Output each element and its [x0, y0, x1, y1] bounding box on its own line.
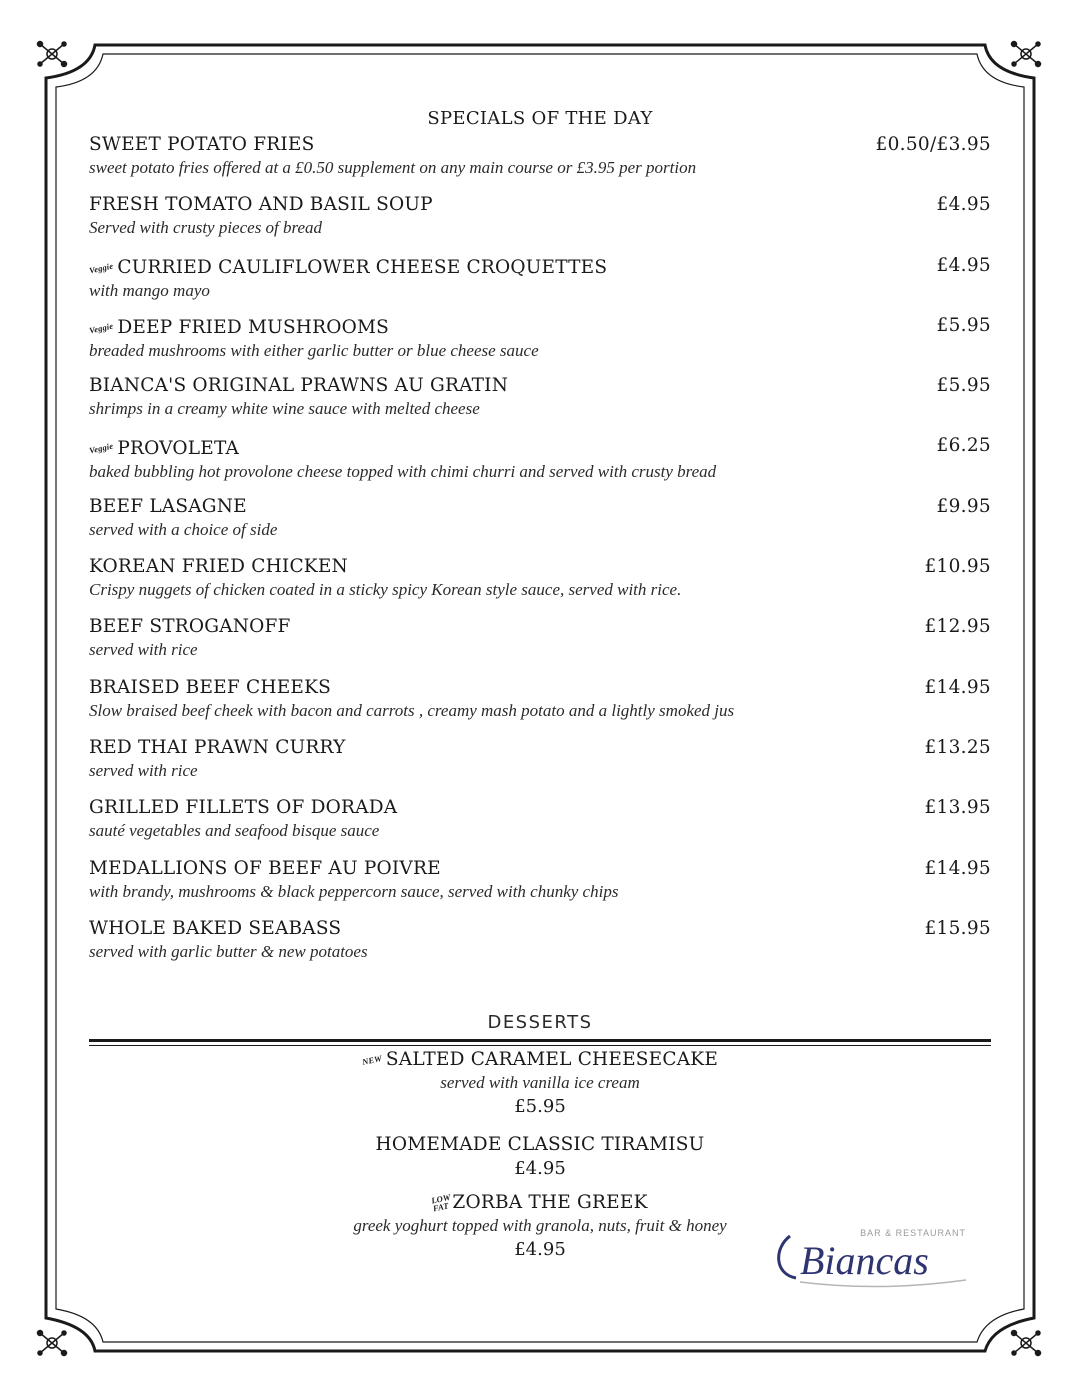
dessert-price: £5.95	[514, 1096, 566, 1117]
low-fat-badge-icon: LOW FAT	[430, 1191, 452, 1213]
item-name: WHOLE BAKED SEABASS	[89, 917, 342, 939]
item-description: Crispy nuggets of chicken coated in a sticky spicy Korean style sauce, served with rice.	[89, 580, 682, 600]
menu-item	[89, 737, 991, 797]
item-description: baked bubbling hot provolone cheese topped with chimi churri and served with crusty bread	[89, 461, 717, 481]
item-name: BIANCA'S ORIGINAL PRAWNS AU GRATIN	[89, 375, 509, 397]
menu-item	[89, 435, 991, 495]
divider	[89, 1039, 991, 1042]
veggie-badge-icon: Veggie	[88, 441, 115, 456]
menu-item	[89, 797, 991, 857]
item-name: GRILLED FILLETS OF DORADA	[89, 797, 398, 819]
veggie-badge-icon: Veggie	[88, 260, 115, 276]
item-price: £9.95	[936, 495, 991, 517]
dessert-price: £4.95	[514, 1239, 566, 1260]
item-name: CURRIED CAULIFLOWER CHEESE CROQUETTES	[117, 257, 608, 279]
dessert-description: greek yoghurt topped with granola, nuts, fruit & honey	[353, 1216, 727, 1235]
item-description: breaded mushrooms with either garlic butter or blue cheese sauce	[89, 341, 539, 361]
dessert-item	[89, 1049, 991, 1117]
item-price: £5.95	[936, 314, 991, 336]
item-name: BEEF STROGANOFF	[89, 616, 291, 638]
menu-item	[89, 616, 991, 676]
item-price: £5.95	[936, 375, 991, 397]
item-name: BEEF LASAGNE	[89, 495, 247, 517]
specials-section	[89, 104, 991, 978]
item-price: £6.25	[936, 435, 991, 457]
item-price: £0.50/£3.95	[875, 134, 991, 155]
item-price: £15.95	[924, 917, 991, 939]
menu-item	[89, 194, 991, 254]
item-description: Slow braised beef cheek with bacon and carrots , creamy mash potato and a lightly smoked jus	[89, 700, 735, 720]
item-description: served with garlic butter & new potatoes	[89, 941, 368, 961]
dessert-name: SALTED CARAMEL CHEESECAKE	[385, 1049, 719, 1070]
item-price: £14.95	[924, 857, 991, 879]
menu-item	[89, 375, 991, 435]
specials-title: SPECIALS OF THE DAY	[427, 108, 653, 129]
menu-item	[89, 134, 991, 194]
menu-item	[89, 918, 991, 978]
item-price: £4.95	[936, 254, 991, 276]
new-badge-icon: NEW	[361, 1052, 383, 1067]
dessert-item	[89, 1134, 991, 1179]
item-description: with mango mayo	[89, 281, 210, 301]
menu-item	[89, 858, 991, 918]
desserts-title: DESSERTS	[487, 1012, 593, 1033]
item-price: £10.95	[924, 556, 991, 578]
menu-item	[89, 315, 991, 375]
dessert-name: ZORBA THE GREEK	[452, 1192, 648, 1213]
dessert-name: HOMEMADE CLASSIC TIRAMISU	[375, 1134, 705, 1155]
logo-wordmark: Biancas	[800, 1238, 929, 1283]
veggie-badge-icon: Veggie	[88, 320, 115, 336]
item-description: served with a choice of side	[89, 519, 278, 539]
item-price: £14.95	[924, 676, 991, 698]
specials-list	[89, 134, 991, 978]
divider	[89, 1045, 991, 1046]
item-description: shrimps in a creamy white wine sauce with melted cheese	[89, 399, 480, 419]
dessert-price: £4.95	[514, 1158, 566, 1179]
item-price: £13.25	[924, 736, 991, 758]
item-name: PROVOLETA	[117, 437, 240, 459]
biancas-logo	[770, 1222, 980, 1292]
item-price: £4.95	[936, 194, 991, 216]
menu-item	[89, 255, 991, 315]
item-name: BRAISED BEEF CHEEKS	[89, 676, 331, 698]
dessert-description: served with vanilla ice cream	[440, 1073, 640, 1092]
item-description: with brandy, mushrooms & black peppercorn sauce, served with chunky chips	[89, 881, 619, 901]
item-name: RED THAI PRAWN CURRY	[89, 736, 346, 758]
menu-item	[89, 677, 991, 737]
item-name: FRESH TOMATO AND BASIL SOUP	[89, 194, 433, 216]
item-name: MEDALLIONS OF BEEF AU POIVRE	[89, 857, 441, 879]
item-name: SWEET POTATO FRIES	[89, 134, 315, 155]
item-description: served with rice	[89, 640, 198, 660]
item-name: DEEP FRIED MUSHROOMS	[117, 317, 390, 339]
menu-item	[89, 556, 991, 616]
item-price: £13.95	[924, 797, 991, 819]
item-description: sauté vegetables and seafood bisque sauce	[89, 821, 380, 841]
item-description: served with rice	[89, 760, 198, 780]
item-price: £12.95	[924, 616, 991, 638]
logo-tagline: BAR & RESTAURANT	[860, 1228, 966, 1238]
item-description: Served with crusty pieces of bread	[89, 218, 323, 238]
item-description: sweet potato fries offered at a £0.50 supplement on any main course or £3.95 per portion	[89, 158, 697, 177]
menu-item	[89, 496, 991, 556]
item-name: KOREAN FRIED CHICKEN	[89, 556, 348, 578]
